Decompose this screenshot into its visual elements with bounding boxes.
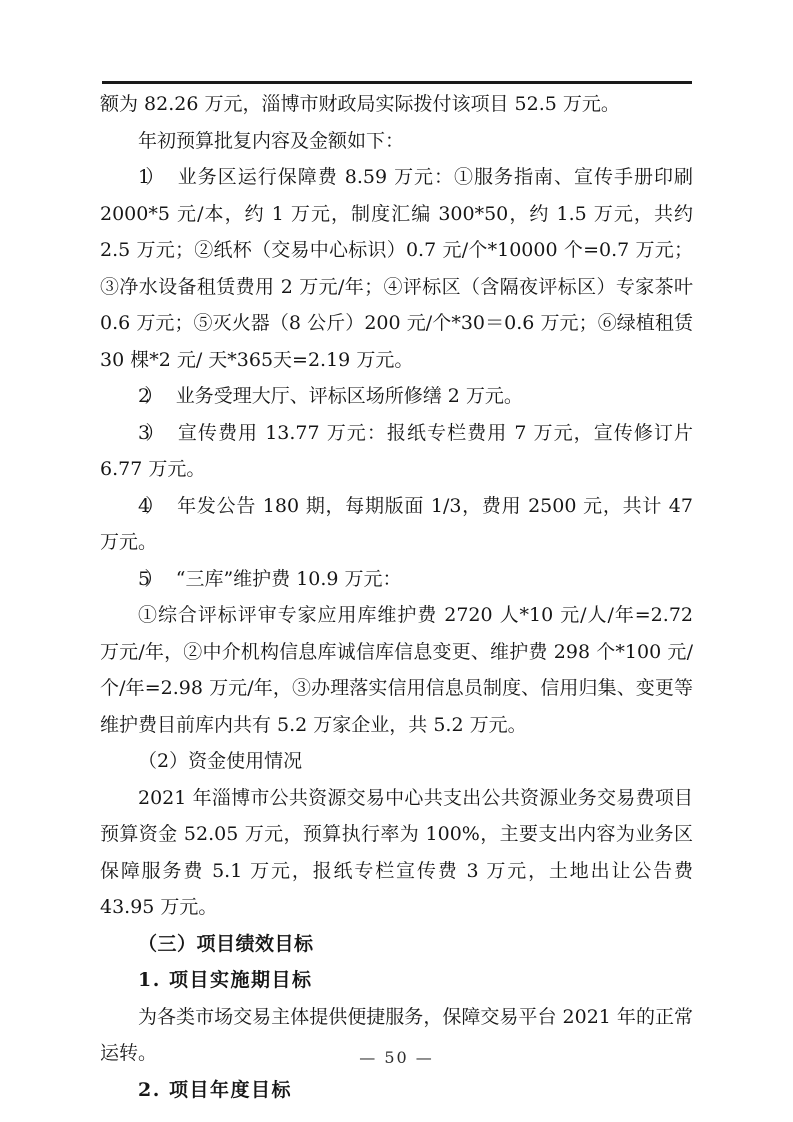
body-paragraph-implementation-goal: 为各类市场交易主体提供便捷服务，保障交易平台 2021 年的正常运转。	[100, 1005, 693, 1064]
body-paragraph-funds-usage-title: （2）资金使用情况	[138, 750, 303, 772]
section-heading-performance-goals: （三）项目绩效目标	[138, 932, 314, 955]
document-body	[100, 86, 693, 1108]
list-item-4	[100, 488, 693, 561]
body-paragraph-sanku-detail: ①综合评标评审专家应用库维护费 2720 人*10 元/人/年=2.72 万元/年，②中介机构信息库诚信库信息变更、维护费 298 个*100 元/个/年=2.98 万元/年，③办理落实信用信息员制度、信用归集、变更等维护费目前库内共有 5.2 万家企业，共 5.2 万元。	[100, 604, 693, 736]
list-marker-4: 4）	[138, 494, 160, 517]
list-marker-5: 5）	[138, 567, 158, 590]
list-item-2-text: 业务受理大厅、评标区场所修缮 2 万元。	[175, 385, 523, 407]
list-item-1-text: 业务区运行保障费 8.59 万元：①服务指南、宣传手册印刷 2000*5 元/本，约 1 万元，制度汇编 300*50，约 1.5 万元，共约 2.5 万元；②纸杯（交易中心标识）0.7 元/个*10000 个=0.7 万元；③净水设备租赁费用 2 万元/年；④评标区（含隔夜评标区）专家茶叶 0.6 万元；⑤灭火器（8 公斤）200 元/个*30＝0.6 万元；⑥绿植租赁 30 棵*2 元/ 天*365天=2.19 万元。	[100, 166, 693, 371]
body-paragraph-continuation: 额为 82.26 万元，淄博市财政局实际拨付该项目 52.5 万元。	[100, 93, 620, 115]
list-marker-1: 1）	[138, 166, 160, 188]
list-item-2	[100, 378, 693, 415]
list-marker-3: 3）	[138, 421, 160, 444]
list-marker-2: 2）	[138, 385, 158, 407]
list-item-5	[100, 561, 693, 598]
page-number: — 50 —	[359, 1048, 434, 1067]
list-item-3	[100, 415, 693, 488]
header-rule	[102, 81, 692, 84]
list-item-3-text: 宣传费用 13.77 万元：报纸专栏费用 7 万元，宣传修订片 6.77 万元。	[100, 421, 693, 480]
list-item-5-text: “三库”维护费 10.9 万元：	[175, 567, 402, 590]
list-item-4-text: 年发公告 180 期，每期版面 1/3，费用 2500 元，共计 47 万元。	[100, 494, 693, 553]
body-paragraph-intro: 年初预算批复内容及金额如下：	[138, 129, 405, 152]
subsection-heading-implementation-goal: 1. 项目实施期目标	[138, 969, 313, 991]
subsection-heading-annual-goal: 2. 项目年度目标	[138, 1078, 292, 1101]
list-item-1	[100, 159, 693, 378]
body-paragraph-funds-usage: 2021 年淄博市公共资源交易中心共支出公共资源业务交易费项目预算资金 52.05 万元，预算执行率为 100%，主要支出内容为业务区保障服务费 5.1 万元，报纸专栏宣传费 3 万元，土地出让公告费 43.95 万元。	[100, 786, 693, 918]
